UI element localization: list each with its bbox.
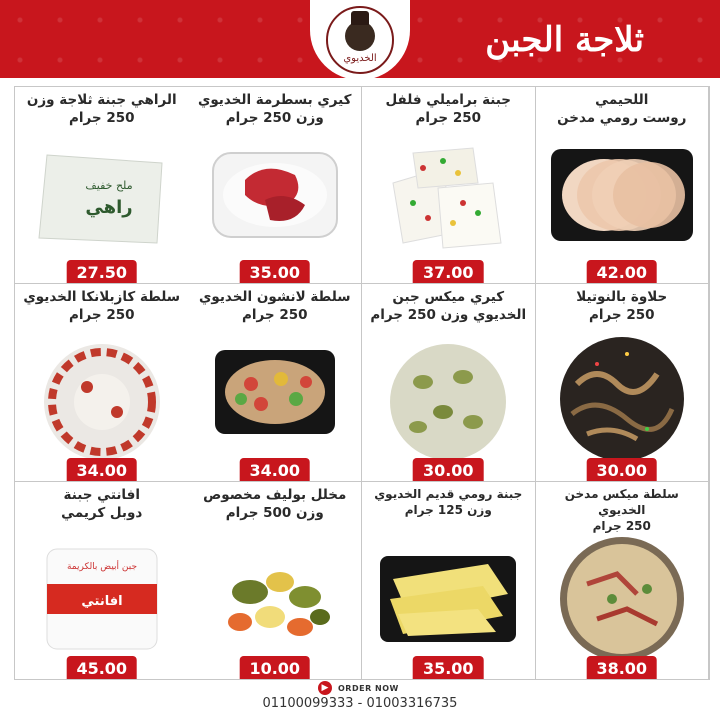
- product-name: سلطة ميكس مدخن الخديوي 250 جرام: [564, 486, 679, 533]
- product-name: كيري ميكس جبن الخديوي وزن 250 جرام: [370, 289, 527, 324]
- price-tag: 38.00: [586, 656, 657, 679]
- product-card[interactable]: [15, 284, 189, 481]
- product-name: حلاوة بالنوتيلا 250 جرام: [576, 289, 668, 324]
- product-image-luncheon-salad: [211, 344, 339, 440]
- price-tag: 34.00: [66, 458, 137, 482]
- product-grid: [14, 86, 710, 680]
- page-title: ثلاجة الجبن: [485, 20, 644, 60]
- product-name: سلطة لانشون الخديوي 250 جرام: [199, 289, 351, 324]
- product-name: مخلل بوليف مخصوص وزن 500 جرام: [203, 486, 347, 521]
- product-card[interactable]: [536, 284, 710, 481]
- product-card[interactable]: [362, 482, 536, 679]
- price-tag: 37.00: [413, 260, 484, 284]
- product-image-cheese-cubes: [383, 143, 513, 253]
- price-tag: 30.00: [413, 458, 484, 482]
- product-card[interactable]: [189, 284, 363, 481]
- product-image-kiri-mix-cheese: [388, 342, 508, 462]
- price-tag: 30.00: [586, 458, 657, 482]
- price-tag: 42.00: [586, 260, 657, 284]
- product-image-basterma-cheese: [205, 145, 345, 245]
- price-tag: 27.50: [66, 260, 137, 284]
- order-now-label: ORDER NOW: [338, 683, 399, 693]
- product-image-smoked-mix-salad: [557, 534, 687, 664]
- khedive-portrait-icon: [326, 6, 394, 74]
- order-now-button[interactable]: [318, 681, 399, 695]
- product-image-halawa-nutella: [557, 334, 687, 464]
- product-name: الراهي جبنة ثلاجة وزن 250 جرام: [26, 92, 177, 126]
- phone-numbers[interactable]: 01100099333 - 01003316735: [262, 696, 458, 711]
- svg-text:راهي: راهي: [85, 197, 133, 218]
- logo-text: الخديوي: [343, 52, 377, 64]
- svg-text:افانتي: افانتي: [81, 593, 123, 609]
- price-tag: 45.00: [66, 656, 137, 679]
- product-card[interactable]: [189, 482, 363, 679]
- product-image-roast-turkey: [549, 147, 695, 243]
- play-arrow-icon: ▶: [318, 681, 332, 695]
- product-name: جبنة رومي قديم الخديوي وزن 125 جرام: [374, 486, 523, 517]
- product-name: سلطة كازبلانكا الخديوي 250 جرام: [23, 289, 181, 324]
- product-image-old-romy-cheese: [378, 554, 518, 644]
- svg-text:ملح خفيف: ملح خفيف: [85, 179, 133, 192]
- price-tag: 35.00: [413, 656, 484, 679]
- price-tag: 34.00: [239, 458, 310, 482]
- product-card[interactable]: [362, 87, 536, 284]
- product-name: كيري بسطرمة الخديوي وزن 250 جرام: [197, 92, 352, 126]
- product-card[interactable]: [15, 87, 189, 284]
- product-card[interactable]: [536, 482, 710, 679]
- product-card[interactable]: [536, 87, 710, 284]
- portrait-face: [345, 21, 375, 51]
- product-card[interactable]: [362, 284, 536, 481]
- product-card[interactable]: [15, 482, 189, 679]
- product-name: افانتي جبنة دوبل كريمي: [61, 486, 143, 521]
- product-name: جبنة براميلي فلفل 250 جرام: [385, 92, 512, 126]
- svg-text:جبن أبيض بالكريمة: جبن أبيض بالكريمة: [66, 561, 137, 572]
- product-card[interactable]: [189, 87, 363, 284]
- product-image-casablanca-salad: [42, 342, 162, 462]
- product-image-pickles: [210, 552, 340, 652]
- product-image-avanti-cheese: [42, 544, 162, 654]
- product-image-rahy-cheese-pack: [27, 143, 177, 251]
- product-name: اللحيمي روست رومي مدخن: [557, 92, 687, 126]
- price-tag: 10.00: [239, 656, 310, 679]
- price-tag: 35.00: [239, 260, 310, 284]
